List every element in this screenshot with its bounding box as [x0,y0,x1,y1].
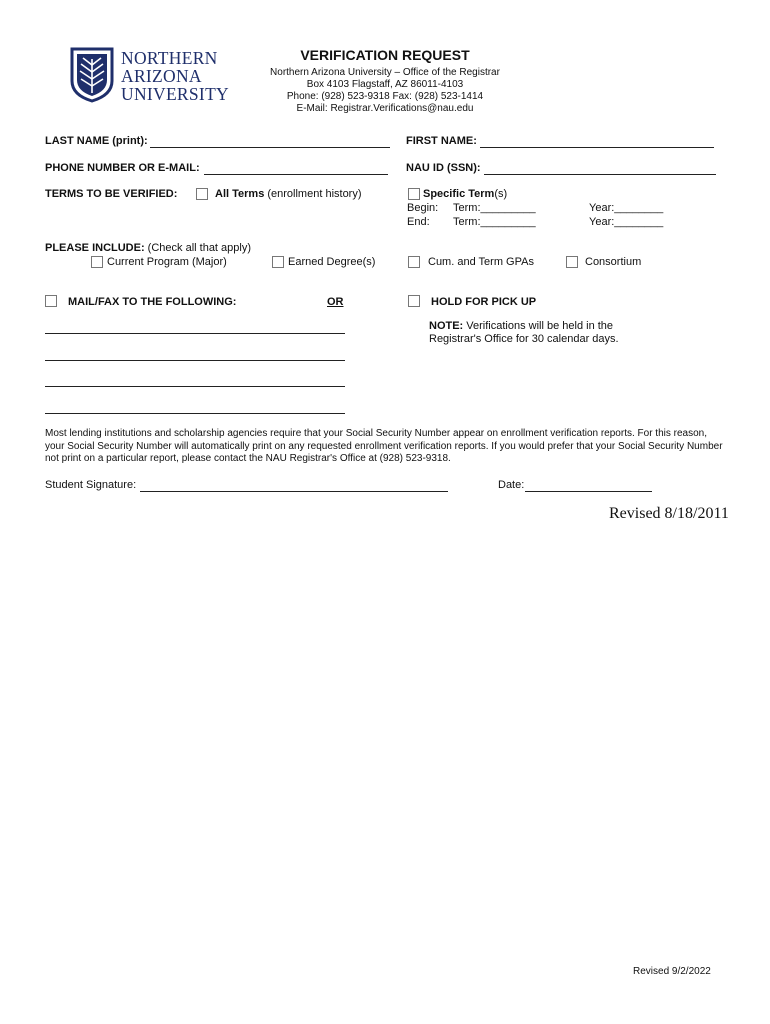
first-name-label: FIRST NAME: [406,135,477,147]
all-terms-option [215,188,362,200]
note-label: NOTE: [429,320,464,332]
signature-field[interactable] [140,491,448,492]
specific-term-checkbox[interactable] [408,188,420,200]
form-header [240,47,530,115]
revised-date-2011: Revised 8/18/2011 [609,505,729,522]
all-terms-desc: (enrollment history) [264,188,362,200]
specific-term-option [423,188,507,200]
nau-id-field[interactable] [484,174,716,175]
first-name-field[interactable] [480,147,714,148]
terms-label: TERMS TO BE VERIFIED: [45,188,178,200]
begin-label: Begin: [407,202,439,214]
nau-id-label: NAU ID (SSN): [406,162,481,174]
logo-line-3: UNIVERSITY [121,84,229,104]
logo-line-1: NORTHERN [121,48,218,68]
current-program-label: Current Program (Major) [107,256,227,268]
signature-label: Student Signature: [45,479,137,491]
last-name-field[interactable] [150,147,390,148]
header-line-3: Phone: (928) 523-9318 Fax: (928) 523-1414 [286,91,484,102]
hold-pickup-checkbox[interactable] [408,295,420,307]
date-field[interactable] [525,491,652,492]
date-label: Date: [498,479,525,491]
ssn-notice: Most lending institutions and scholarship agencies require that your Social Security Number appear on enrollment verification reports. For this reason, your Social Security Number will automatically print on any requested enrollment verification reports. If you would prefer that your Social Security Number not print on a particular report, please contact the NAU Registrar's Office at (928) 523-9318. [45,428,723,464]
address-line-4[interactable] [45,413,345,414]
consortium-checkbox[interactable] [566,256,578,268]
mail-fax-label: MAIL/FAX TO THE FOLLOWING: [68,296,237,308]
gpa-label: Cum. and Term GPAs [428,256,534,268]
specific-term-suffix: (s) [494,188,508,200]
address-line-2[interactable] [45,360,345,361]
address-line-1[interactable] [45,333,345,334]
address-line-3[interactable] [45,386,345,387]
earned-degree-checkbox[interactable] [272,256,284,268]
form-title: VERIFICATION REQUEST [300,47,470,63]
mail-fax-checkbox[interactable] [45,295,57,307]
note-text-2: Registrar's Office for 30 calendar days. [429,333,619,345]
phone-email-field[interactable] [204,174,388,175]
end-year-field[interactable]: Year:________ [589,216,664,228]
header-line-1: Northern Arizona University – Office of the Registrar [270,67,500,78]
logo-line-2: ARIZONA [121,66,202,86]
all-terms-checkbox[interactable] [196,188,208,200]
nau-shield-icon [70,47,114,103]
header-line-2: Box 4103 Flagstaff, AZ 86011-4103 [306,79,464,90]
pickup-note [429,320,613,332]
university-logo-text [121,49,229,103]
begin-year-field[interactable]: Year:________ [589,202,664,214]
last-name-label: LAST NAME (print): [45,135,148,147]
include-heading [45,242,251,254]
hold-pickup-label: HOLD FOR PICK UP [431,296,537,308]
gpa-checkbox[interactable] [408,256,420,268]
begin-term-field[interactable]: Term:_________ [453,202,536,214]
or-label: OR [327,296,344,308]
specific-term-label: Specific Term [423,188,495,200]
include-instruction: (Check all that apply) [144,242,252,254]
note-text-1: Verifications will be held in the [463,320,614,332]
end-term-field[interactable]: Term:_________ [453,216,536,228]
phone-email-label: PHONE NUMBER OR E-MAIL: [45,162,200,174]
revised-date-2022: Revised 9/2/2022 [633,966,711,977]
consortium-label: Consortium [585,256,642,268]
all-terms-label: All Terms [215,188,265,200]
earned-degree-label: Earned Degree(s) [288,256,376,268]
include-label: PLEASE INCLUDE: [45,242,145,254]
current-program-checkbox[interactable] [91,256,103,268]
end-label: End: [407,216,430,228]
header-line-4: E-Mail: Registrar.Verifications@nau.edu [296,103,474,114]
